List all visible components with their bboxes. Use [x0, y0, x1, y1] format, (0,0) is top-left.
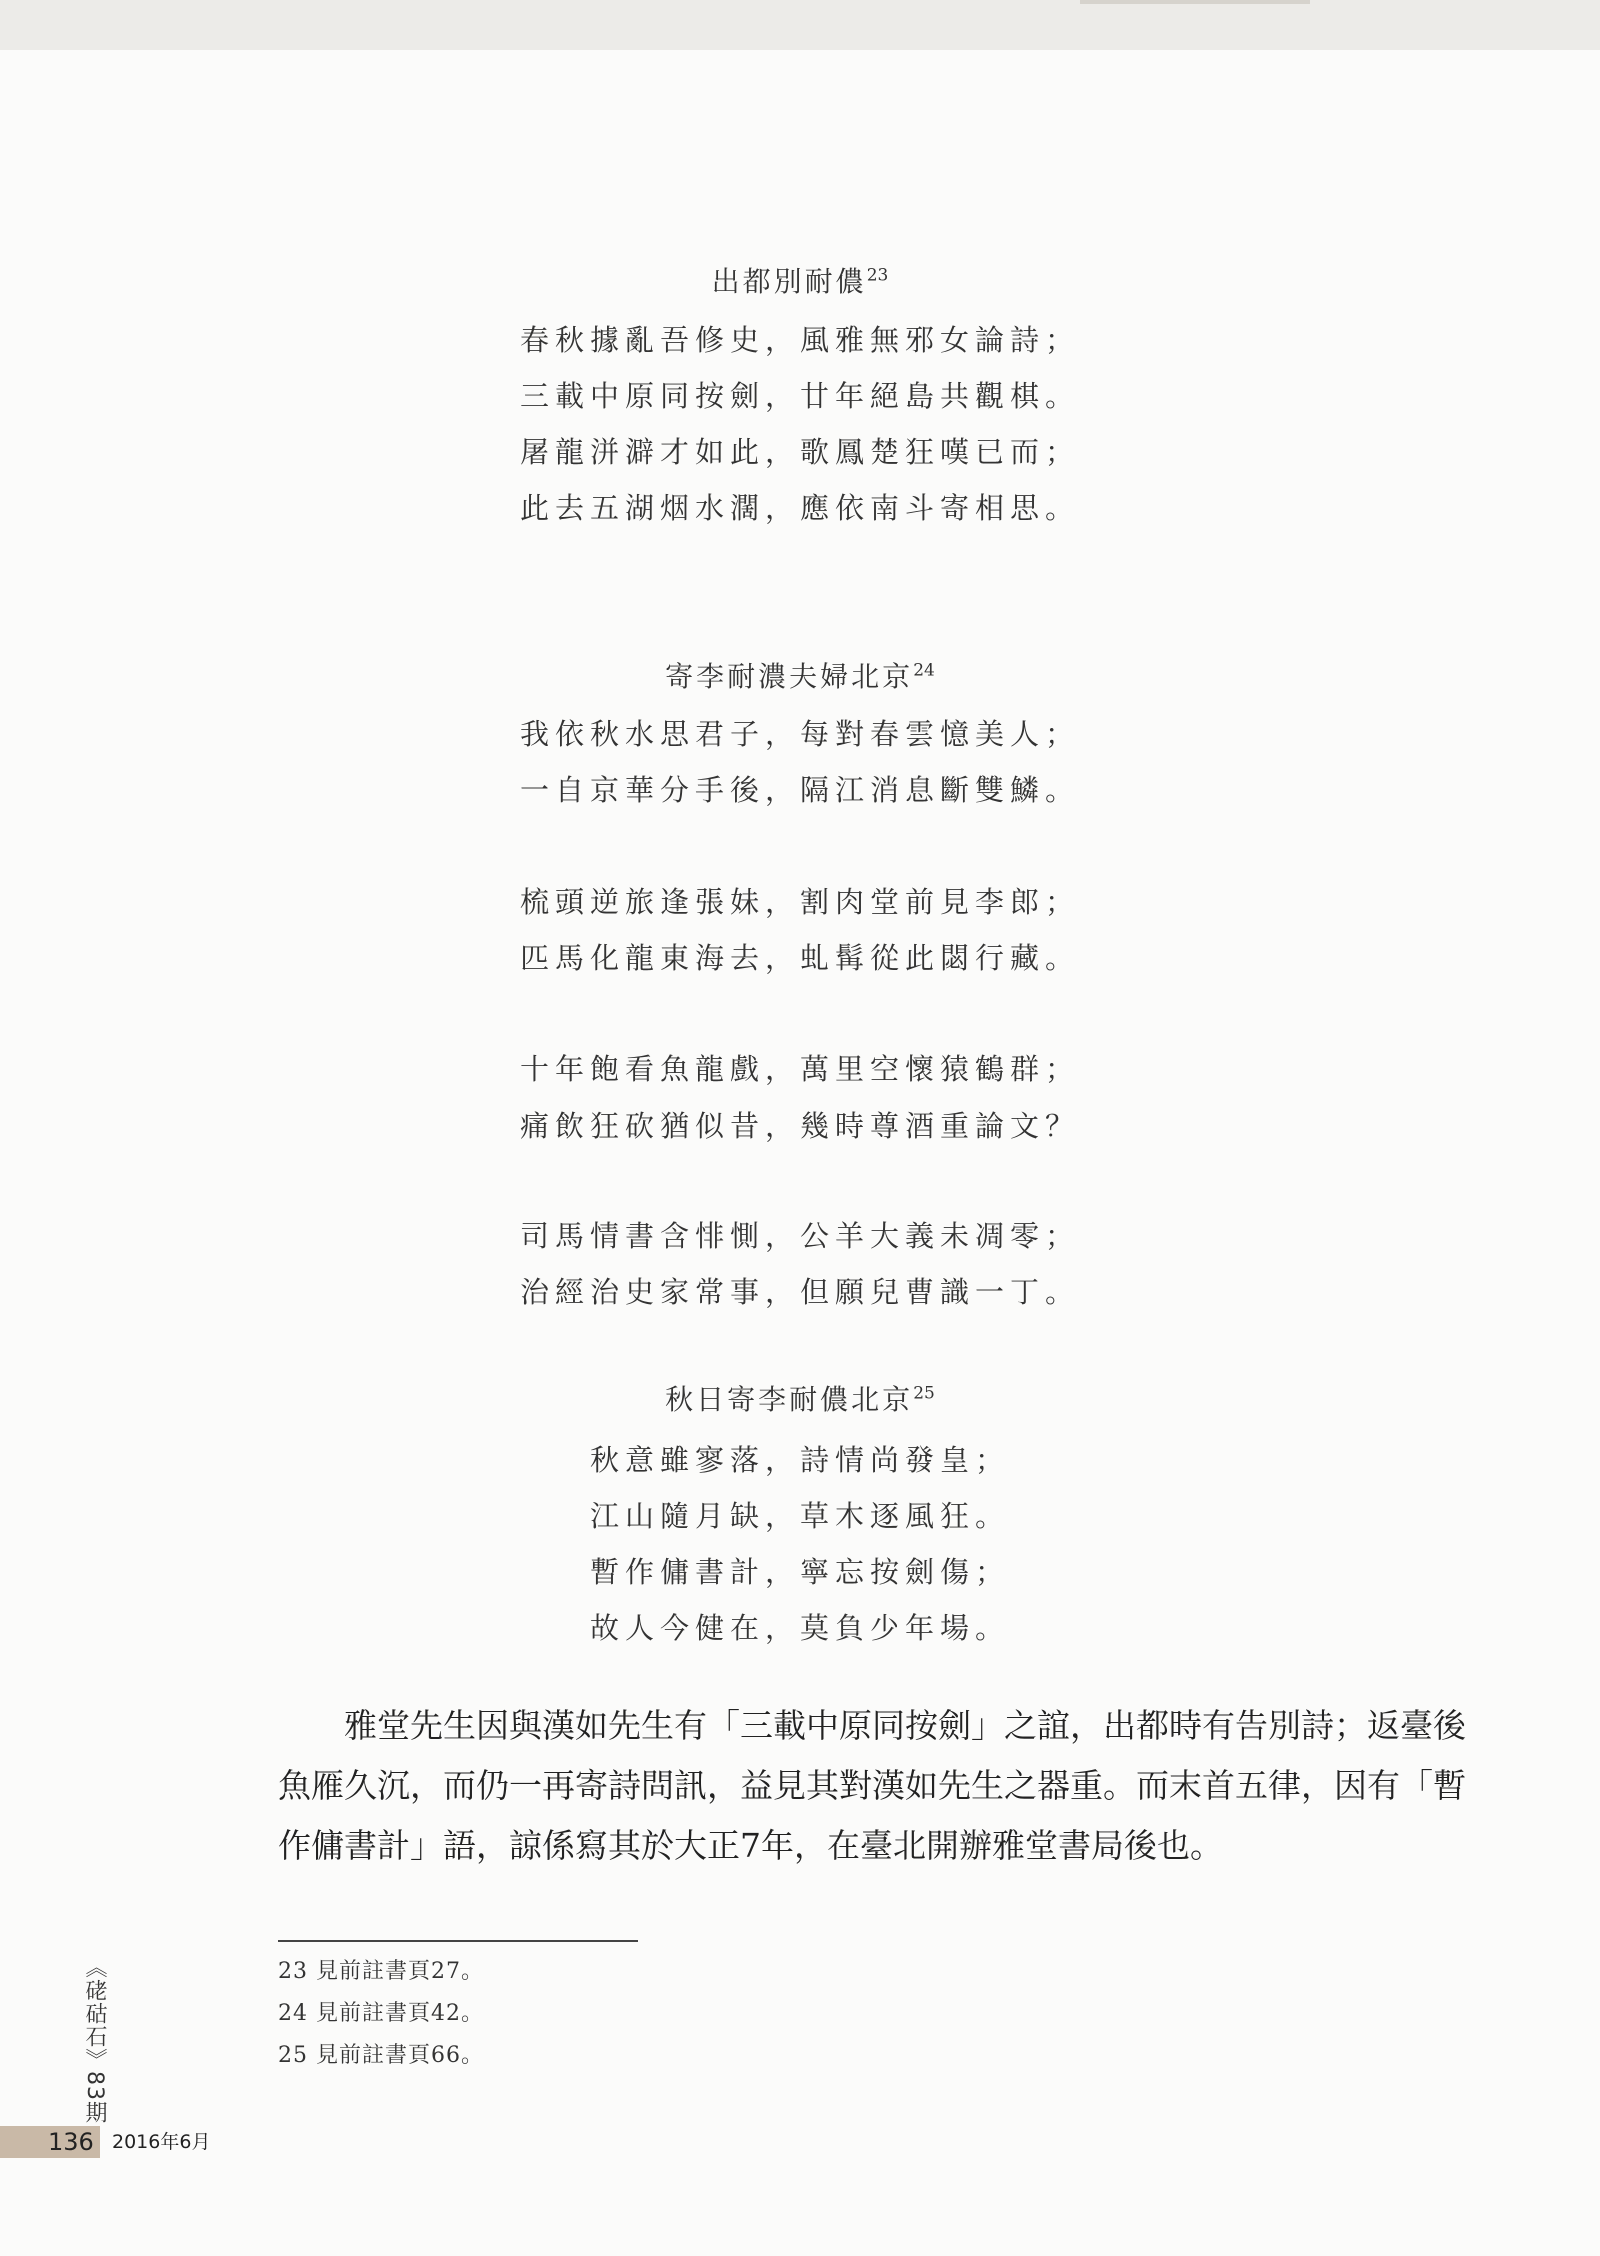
poem-3-line: 江山隨月缺，草木逐風狂。: [589, 1499, 1010, 1533]
commentary-text: 雅堂先生因與漢如先生有「三載中原同按劍」之誼，出都時有告別詩；返臺後魚雁久沉，而仍一再寄詩問訊，益見其對漢如先生之器重。而末首五律，因有「暫作傭書計」語，諒係寫其於大正7年，在臺北開辦雅堂書局後也。: [278, 1706, 1466, 1865]
poem-2-line: 司馬情書含悱惻，公羊大義未凋零；: [519, 1219, 1080, 1253]
poem-2-footnote-ref: 24: [913, 660, 935, 681]
poem-2-line: 梳頭逆旅逢張妹，割肉堂前見李郎；: [519, 885, 1080, 919]
poem-2-line: 一自京華分手後，隔江消息斷雙鱗。: [519, 773, 1080, 807]
poem-2-line: 我依秋水思君子，每對春雲憶美人；: [519, 717, 1080, 751]
poem-3-title: [0, 1378, 1600, 1418]
footnote-24: 24 見前註書頁42。: [278, 2001, 484, 2026]
poem-3-line: 暫作傭書計，寧忘按劍傷；: [589, 1555, 1010, 1589]
poem-1-line: 春秋據亂吾修史，風雅無邪女論詩；: [519, 323, 1080, 357]
poem-2-line: 匹馬化龍東海去，虬髯從此閟行藏。: [519, 941, 1080, 975]
poem-1-line: 三載中原同按劍，廿年絕島共觀棋。: [519, 379, 1080, 413]
poem-2-line: 治經治史家常事，但願兒曹識一丁。: [519, 1275, 1080, 1309]
poem-3-footnote-ref: 25: [913, 1383, 935, 1404]
top-edge-mark: [1080, 0, 1310, 4]
poem-2-title: [0, 655, 1600, 695]
poem-1-title: [0, 260, 1600, 300]
page-number: 136: [48, 2128, 94, 2156]
poem-1-line: 此去五湖烟水濶，應依南斗寄相思。: [519, 491, 1080, 525]
journal-name-vertical: 《硓𥑮石》83期: [82, 1956, 107, 2124]
footnote-23: 23 見前註書頁27。: [278, 1959, 484, 1984]
poem-2-title-text: 寄李耐濃夫婦北京: [665, 660, 914, 693]
issue-date: 2016年6月: [112, 2131, 211, 2153]
poem-3-line: 秋意雖寥落，詩情尚發皇；: [589, 1443, 1010, 1477]
commentary-paragraph: [278, 1696, 1468, 1876]
poem-1-footnote-ref: 23: [866, 265, 889, 286]
top-scan-band: [0, 0, 1600, 50]
poem-3-title-text: 秋日寄李耐儂北京: [665, 1383, 914, 1416]
poem-1-line: 屠龍洴澼才如此，歌鳳楚狂嘆已而；: [519, 435, 1080, 469]
poem-3-line: 故人今健在，莫負少年場。: [589, 1611, 1010, 1645]
footnote-25: 25 見前註書頁66。: [278, 2043, 484, 2068]
poem-2-line: 十年飽看魚龍戲，萬里空懷猿鶴群；: [519, 1052, 1080, 1086]
footnote-divider: [278, 1940, 638, 1942]
poem-2-line: 痛飲狂砍猶似昔，幾時尊酒重論文？: [519, 1109, 1080, 1143]
poem-1-title-text: 出都別耐儂: [711, 265, 867, 298]
